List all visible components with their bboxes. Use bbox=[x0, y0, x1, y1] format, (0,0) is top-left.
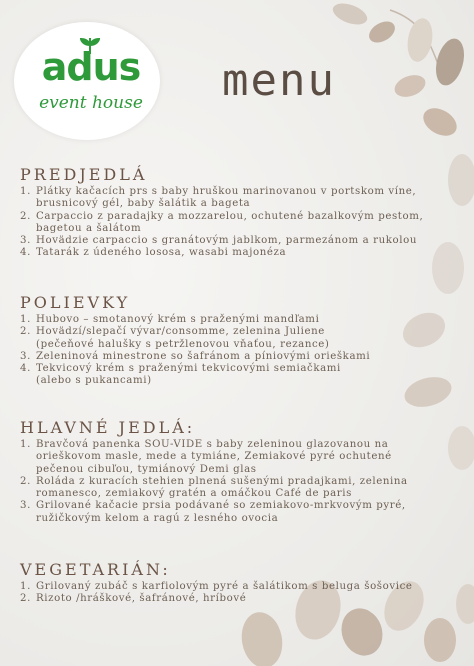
list-item: pečenou cibuľou, tymiánový Demi glas bbox=[36, 463, 257, 475]
list-item: 3. Grilované kačacie prsia podávané so zemiakovo-mrkvovým pyré, bbox=[20, 500, 406, 512]
list-item: 2. Hovädzí/slepačí vývar/consomme, zelenina Juliene bbox=[20, 326, 325, 338]
list-item: 3. Zeleninová minestrone so šafránom a píniovými orieškami bbox=[20, 350, 371, 362]
list-item: 1. Bravčová panenka SOU-VIDE s baby zeleninou glazovanou na bbox=[20, 439, 389, 450]
list-item: ružičkovým kelom a ragú z lesného ovocia bbox=[36, 512, 279, 524]
list-item: romanesco, zemiakový gratén a omáčkou Café de paris bbox=[36, 488, 352, 500]
list-item: 2. Roláda z kuracích stehien plnená sušenými pradajkami, zelenina bbox=[20, 475, 408, 487]
list-item: 2. Rizoto /hráškové, šafránové, hríbové bbox=[20, 593, 247, 605]
section-soups bbox=[20, 293, 460, 388]
list-item: 4. Tatarák z údeného lososa, wasabi majonéza bbox=[20, 247, 287, 259]
section-main-courses bbox=[20, 418, 460, 525]
section-heading: POLIEVKY bbox=[20, 293, 131, 312]
section-heading: VEGETARIÁN: bbox=[20, 560, 171, 579]
page-title: menu bbox=[222, 55, 336, 106]
list-item: 1. Grilovaný zubáč s karfiolovým pyré a šalátikom s beluga šošovice bbox=[20, 581, 413, 592]
list-item: 1. Plátky kačacích prs s baby hruškou marinovanou v portskom víne, bbox=[20, 186, 417, 197]
brand-logo: adus bbox=[41, 45, 141, 89]
list-item: (pečeňové halušky s petržlenovou vňaťou, rezance) bbox=[36, 338, 330, 350]
list-item: (alebo s pukancami) bbox=[36, 375, 152, 387]
section-heading: PREDJEDLÁ bbox=[20, 165, 148, 184]
list-item: 3. Hovädzie carpaccio s granátovým jablkom, parmezánom a rukolou bbox=[20, 235, 417, 247]
list-item: orieškovom masle, mede a tymiáne, Zemiakové pyré ochutené bbox=[36, 451, 392, 463]
brand-subtitle: event house bbox=[39, 93, 143, 113]
list-item: brusnicový gél, baby šalátik a bageta bbox=[36, 198, 251, 210]
list-item: 2. Carpaccio z paradajky a mozzarelou, ochutené bazalkovým pestom, bbox=[20, 210, 424, 222]
list-item: 4. Tekvicový krém s praženými tekvicovými semiačkami bbox=[20, 363, 341, 375]
list-item: 1. Hubovo – smotanový krém s praženými mandľami bbox=[20, 314, 320, 325]
section-vegetarian bbox=[20, 560, 460, 606]
section-starters bbox=[20, 165, 460, 260]
list-item: bagetou a šalátom bbox=[36, 222, 142, 234]
section-heading: HLAVNÉ JEDLÁ: bbox=[20, 418, 196, 437]
